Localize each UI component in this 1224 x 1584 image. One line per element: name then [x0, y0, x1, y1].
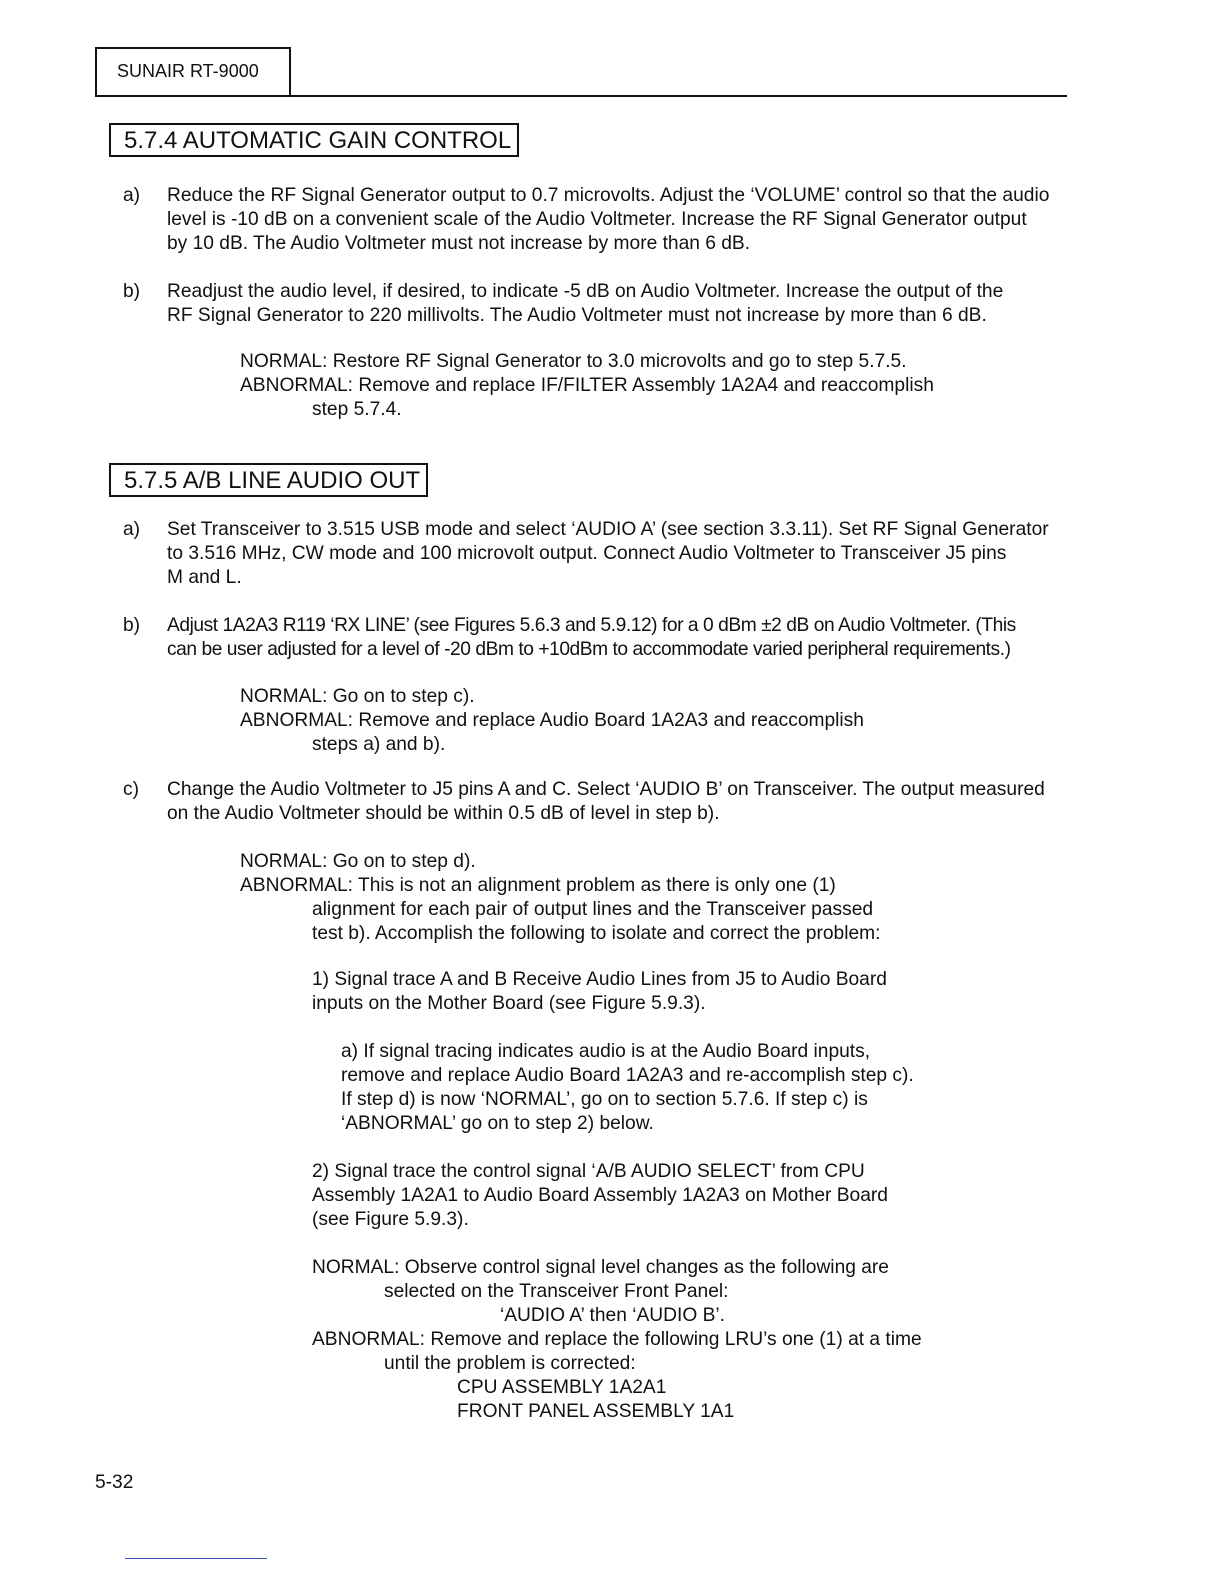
step-label: b)	[123, 615, 141, 636]
abnormal-continuation: alignment for each pair of output lines and the Transceiver passed	[312, 899, 874, 920]
page-number: 5-32	[95, 1472, 134, 1493]
normal-result: NORMAL: Go on to step c).	[240, 686, 475, 707]
paragraph-line: can be user adjusted for a level of -20 dBm to +10dBm to accommodate varied peripheral requirements.)	[167, 639, 1011, 660]
paragraph-line: to 3.516 MHz, CW mode and 100 microvolt output. Connect Audio Voltmeter to Transceiver J5 pins	[167, 543, 1007, 564]
paragraph-line: M and L.	[167, 567, 242, 588]
abnormal-result: ABNORMAL: Remove and replace Audio Board 1A2A3 and reaccomplish	[240, 710, 864, 731]
substep-1a: a) If signal tracing indicates audio is at the Audio Board inputs,	[341, 1041, 871, 1062]
step-label: c)	[123, 779, 139, 800]
step-label: a)	[123, 519, 141, 540]
paragraph-line: Change the Audio Voltmeter to J5 pins A and C. Select ‘AUDIO B’ on Transceiver. The output measured	[167, 779, 1045, 800]
paragraph-line: Reduce the RF Signal Generator output to 0.7 microvolts. Adjust the ‘VOLUME’ control so that the audio	[167, 185, 1050, 206]
abnormal-continuation: steps a) and b).	[312, 734, 446, 755]
normal-result: NORMAL: Observe control signal level changes as the following are	[312, 1257, 889, 1278]
paragraph-line: RF Signal Generator to 220 millivolts. The Audio Voltmeter must not increase by more than 6 dB.	[167, 305, 987, 326]
abnormal-continuation: until the problem is corrected:	[384, 1353, 636, 1374]
lru-item: FRONT PANEL ASSEMBLY 1A1	[457, 1401, 735, 1422]
paragraph-line: Set Transceiver to 3.515 USB mode and select ‘AUDIO A’ (see section 3.3.11). Set RF Signal Generator	[167, 519, 1049, 540]
paragraph-line: Readjust the audio level, if desired, to indicate -5 dB on Audio Voltmeter. Increase the output of the	[167, 281, 1004, 302]
section-heading-5-7-5: 5.7.5 A/B LINE AUDIO OUT	[109, 463, 428, 497]
abnormal-continuation: step 5.7.4.	[312, 399, 402, 420]
step-label: b)	[123, 281, 141, 302]
substep-1a: ‘ABNORMAL’ go on to step 2) below.	[341, 1113, 654, 1134]
paragraph-line: by 10 dB. The Audio Voltmeter must not increase by more than 6 dB.	[167, 233, 751, 254]
substep-1: 1) Signal trace A and B Receive Audio Lines from J5 to Audio Board	[312, 969, 887, 990]
normal-selection: ‘AUDIO A’ then ‘AUDIO B’.	[500, 1305, 725, 1326]
lru-item: CPU ASSEMBLY 1A2A1	[457, 1377, 667, 1398]
header-rule	[95, 95, 1067, 97]
step-label: a)	[123, 185, 141, 206]
footer-rule	[125, 1558, 267, 1559]
normal-continuation: selected on the Transceiver Front Panel:	[384, 1281, 729, 1302]
normal-result: NORMAL: Go on to step d).	[240, 851, 476, 872]
paragraph-line: on the Audio Voltmeter should be within 0.5 dB of level in step b).	[167, 803, 720, 824]
substep-2: 2) Signal trace the control signal ‘A/B AUDIO SELECT’ from CPU	[312, 1161, 865, 1182]
substep-2: (see Figure 5.9.3).	[312, 1209, 469, 1230]
abnormal-result: ABNORMAL: Remove and replace IF/FILTER Assembly 1A2A4 and reaccomplish	[240, 375, 934, 396]
paragraph-line: level is -10 dB on a convenient scale of the Audio Voltmeter. Increase the RF Signal Generator output	[167, 209, 1027, 230]
substep-1a: remove and replace Audio Board 1A2A3 and re-accomplish step c).	[341, 1065, 914, 1086]
abnormal-continuation: test b). Accomplish the following to isolate and correct the problem:	[312, 923, 881, 944]
substep-2: Assembly 1A2A1 to Audio Board Assembly 1A2A3 on Mother Board	[312, 1185, 888, 1206]
paragraph-line: Adjust 1A2A3 R119 ‘RX LINE’ (see Figures 5.6.3 and 5.9.12) for a 0 dBm ±2 dB on Audio Voltmeter. (This	[167, 615, 1016, 636]
abnormal-result: ABNORMAL: Remove and replace the following LRU’s one (1) at a time	[312, 1329, 922, 1350]
header-title: SUNAIR RT-9000	[117, 61, 259, 81]
abnormal-result: ABNORMAL: This is not an alignment problem as there is only one (1)	[240, 875, 836, 896]
section-heading-5-7-4: 5.7.4 AUTOMATIC GAIN CONTROL	[109, 123, 519, 157]
normal-result: NORMAL: Restore RF Signal Generator to 3.0 microvolts and go to step 5.7.5.	[240, 351, 907, 372]
substep-1a: If step d) is now ‘NORMAL’, go on to section 5.7.6. If step c) is	[341, 1089, 868, 1110]
substep-1: inputs on the Mother Board (see Figure 5.9.3).	[312, 993, 706, 1014]
